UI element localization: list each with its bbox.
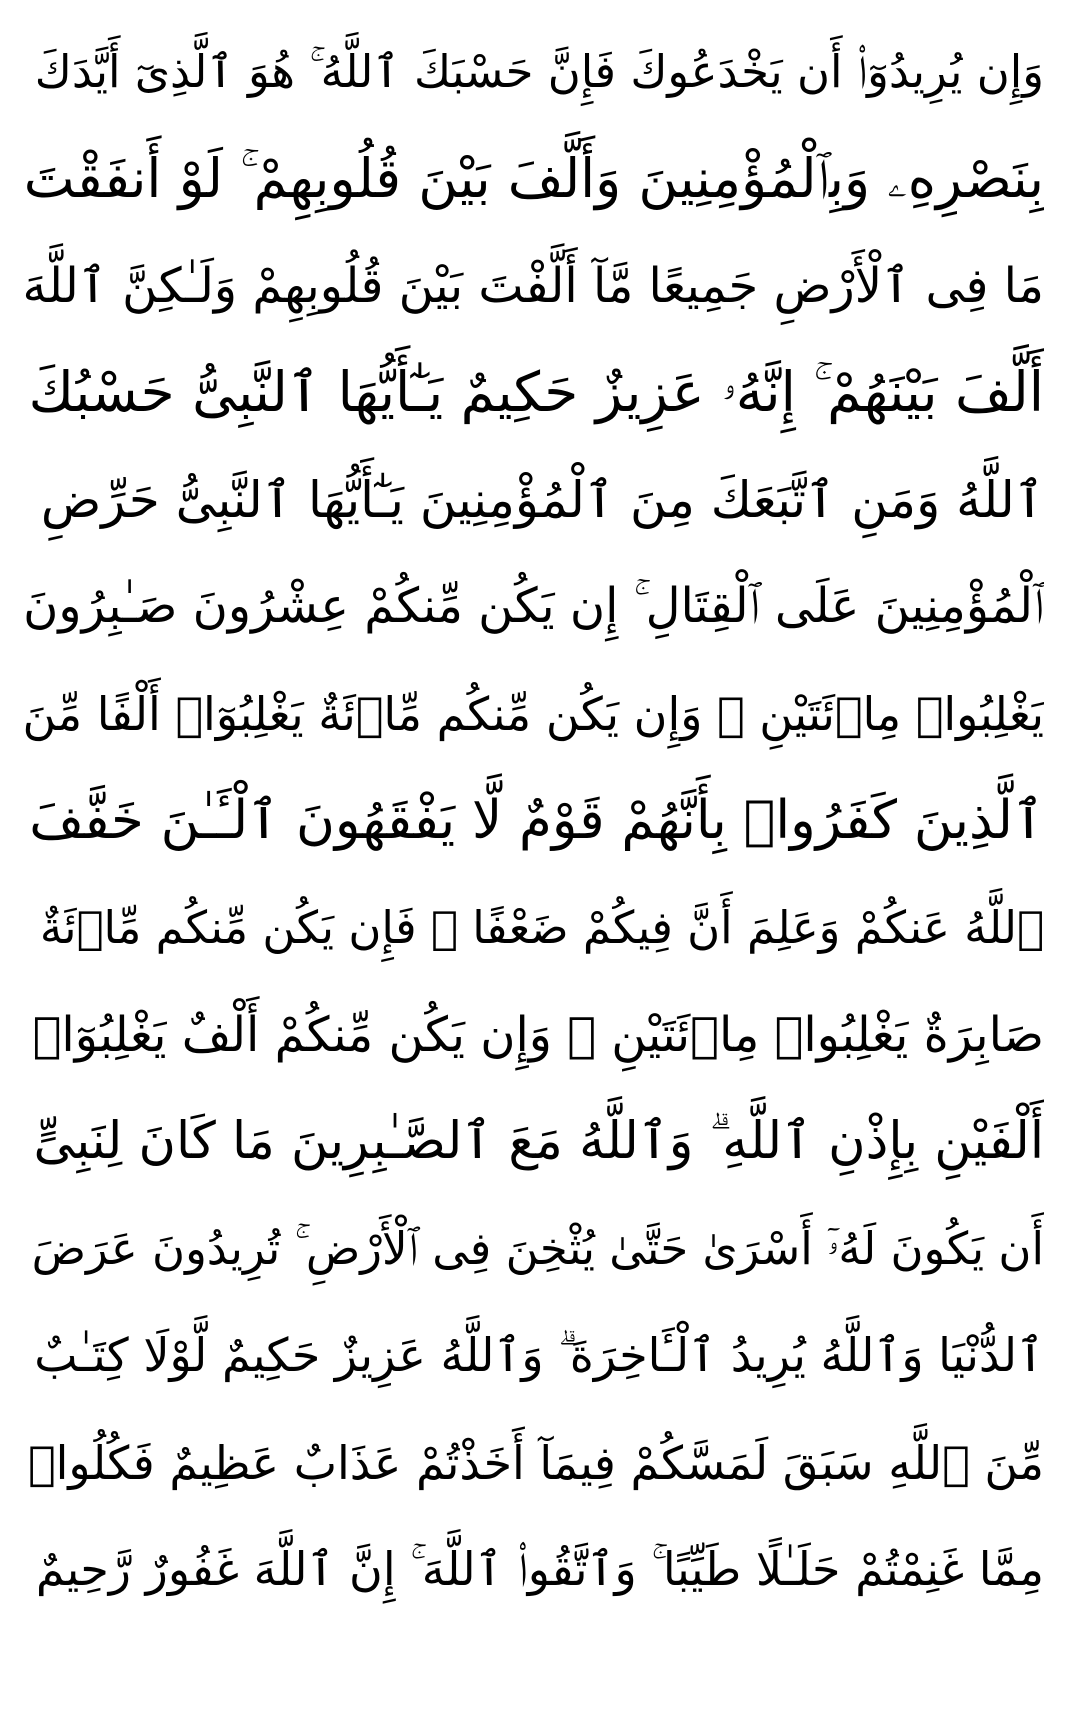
text-line xyxy=(22,553,1044,660)
text-line xyxy=(22,1195,1044,1302)
line-text: يَغْلِبُوا۟ مِا۟ئَتَيْنِ ۚ وَإِن يَكُن مِّنكُم مِّا۟ئَةٌ يَغْلِبُوٓا۟ أَلْفًا مِّنَ xyxy=(22,686,1044,741)
text-line xyxy=(22,1088,1044,1195)
text-line xyxy=(22,874,1044,981)
text-line xyxy=(22,339,1044,446)
line-text: ٱلدُّنْيَا وَٱللَّهُ يُرِيدُ ٱلْـَٔاخِرَةَ ۗ وَٱللَّهُ عَزِيزٌ حَكِيمٌ لَّوْلَا كِتَـٰبٌ xyxy=(34,1327,1044,1382)
line-text: مَا فِى ٱلْأَرْضِ جَمِيعًا مَّآ أَلَّفْتَ بَيْنَ قُلُوبِهِمْ وَلَـٰكِنَّ ٱللَّهَ xyxy=(22,257,1044,314)
text-line xyxy=(22,767,1044,874)
line-text: صَابِرَةٌ يَغْلِبُوا۟ مِا۟ئَتَيْنِ ۚ وَإِن يَكُن مِّنكُمْ أَلْفٌ يَغْلِبُوٓا۟ xyxy=(32,1006,1044,1063)
text-line xyxy=(22,446,1044,553)
line-text: بِنَصْرِهِۦ وَبِٱلْمُؤْمِنِينَ وَأَلَّفَ بَيْنَ قُلُوبِهِمْ ۚ لَوْ أَنفَقْتَ xyxy=(23,146,1044,210)
text-line xyxy=(22,232,1044,339)
line-text: ٱلَّذِينَ كَفَرُوا۟ بِأَنَّهُمْ قَوْمٌ لَّا يَفْقَهُونَ ٱلْـَٔـٰنَ خَفَّفَ xyxy=(29,790,1044,851)
line-text: وَإِن يُرِيدُوٓا۟ أَن يَخْدَعُوكَ فَإِنَّ حَسْبَكَ ٱللَّهُ ۚ هُوَ ٱلَّذِىٓ أَيَّدَكَ xyxy=(34,44,1044,98)
text-line xyxy=(22,1302,1044,1409)
line-text: مِمَّا غَنِمْتُمْ حَلَـٰلًا طَيِّبًا ۚ وَٱتَّقُوا۟ ٱللَّهَ ۚ إِنَّ ٱللَّهَ غَفُورٌ رَّحِيمٌ xyxy=(35,1541,1044,1596)
line-text: ٱللَّهُ وَمَنِ ٱتَّبَعَكَ مِنَ ٱلْمُؤْمِنِينَ يَـٰٓأَيُّهَا ٱلنَّبِىُّ حَرِّضِ xyxy=(40,470,1044,529)
line-text: ٱللَّهُ عَنكُمْ وَعَلِمَ أَنَّ فِيكُمْ ضَعْفًا ۚ فَإِن يَكُن مِّنكُم مِّا۟ئَةٌ xyxy=(39,901,1044,954)
text-line xyxy=(22,1409,1044,1516)
line-text: مِّنَ ٱللَّهِ سَبَقَ لَمَسَّكُمْ فِيمَآ أَخَذْتُمْ عَذَابٌ عَظِيمٌ فَكُلُوا۟ xyxy=(28,1435,1044,1490)
text-line xyxy=(22,660,1044,767)
line-text: أَلَّفَ بَيْنَهُمْ ۚ إِنَّهُۥ عَزِيزٌ حَكِيمٌ يَـٰٓأَيُّهَا ٱلنَّبِىُّ حَسْبُكَ xyxy=(28,360,1044,424)
text-line xyxy=(22,1516,1044,1623)
line-text: أَلْفَيْنِ بِإِذْنِ ٱللَّهِ ۗ وَٱللَّهُ مَعَ ٱلصَّـٰبِرِينَ مَا كَانَ لِنَبِىٍّ xyxy=(33,1112,1044,1171)
text-line xyxy=(22,981,1044,1088)
text-line xyxy=(22,125,1044,232)
line-text: أَن يَكُونَ لَهُۥٓ أَسْرَىٰ حَتَّىٰ يُثْخِنَ فِى ٱلْأَرْضِ ۚ تُرِيدُونَ عَرَضَ xyxy=(31,1221,1044,1275)
line-text: ٱلْمُؤْمِنِينَ عَلَى ٱلْقِتَالِ ۚ إِن يَكُن مِّنكُمْ عِشْرُونَ صَـٰبِرُونَ xyxy=(23,578,1044,634)
text-line xyxy=(22,18,1044,125)
